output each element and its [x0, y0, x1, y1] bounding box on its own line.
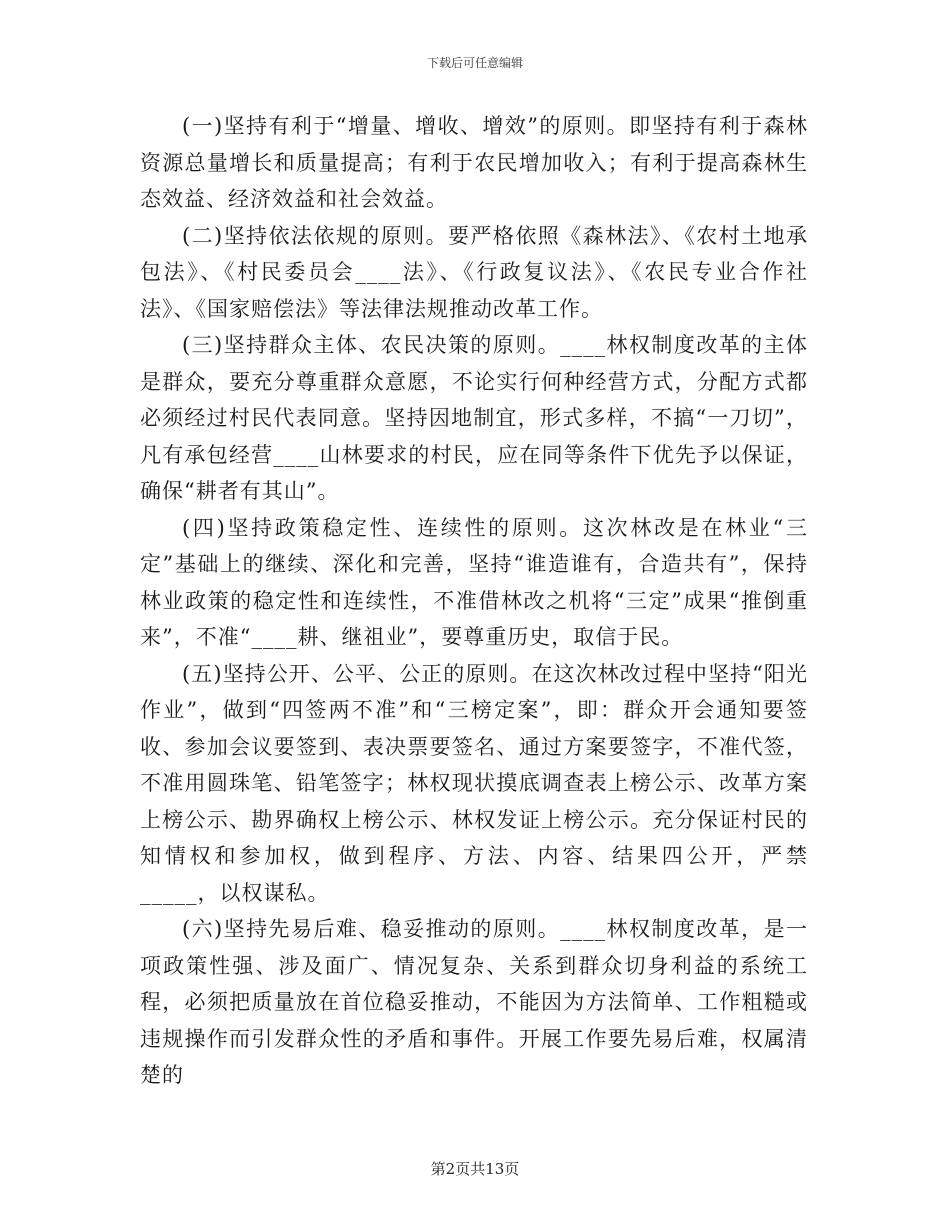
paragraph-principle-5: (五)坚持公开、公平、公正的原则。在这次林改过程中坚持“阳光作业”，做到“四签两不准”和“三榜定案”，即：群众开会通知要签收、参加会议要签到、表决票要签名、通过方案要签字，不准代签，不准用圆珠笔、铅笔签字；林权现状摸底调查表上榜公示、改革方案上榜公示、勘界确权上榜公示、林权发证上榜公示。充分保证村民的知情权和参加权，做到程序、方法、内容、结果四公开，严禁_____，以权谋私。	[140, 661, 808, 905]
paragraph-principle-4: (四)坚持政策稳定性、连续性的原则。这次林改是在林业“三定”基础上的继续、深化和完善，坚持“谁造谁有，合造共有”，保持林业政策的稳定性和连续性，不准借林改之机将“三定”成果“推倒重来”，不准“____耕、继祖业”，要尊重历史，取信于民。	[140, 515, 808, 649]
paragraph-principle-3: (三)坚持群众主体、农民决策的原则。____林权制度改革的主体是群众，要充分尊重群众意愿，不论实行何种经营方式，分配方式都必须经过村民代表同意。坚持因地制宜，形式多样，不搞“一刀切”，凡有承包经营____山林要求的村民，应在同等条件下优先予以保证，确保“耕者有其山”。	[140, 333, 808, 503]
paragraph-principle-2: (二)坚持依法依规的原则。要严格依照《森林法》、《农村土地承包法》、《村民委员会____法》、《行政复议法》、《农民专业合作社法》、《国家赔偿法》等法律法规推动改革工作。	[140, 223, 808, 321]
page-footer-number: 第2页共13页	[430, 1160, 520, 1178]
document-body	[140, 108, 808, 1094]
paragraph-principle-6: (六)坚持先易后难、稳妥推动的原则。____林权制度改革，是一项政策性强、涉及面广、情况复杂、关系到群众切身利益的系统工程，必须把质量放在首位稳妥推动，不能因为方法简单、工作粗糙或违规操作而引发群众性的矛盾和事件。开展工作要先易后难，权属清楚的	[140, 917, 808, 1087]
page-header-note: 下载后可任意编辑	[426, 56, 523, 70]
paragraph-principle-1: (一)坚持有利于“增量、增收、增效”的原则。即坚持有利于森林资源总量增长和质量提高；有利于农民增加收入；有利于提高森林生态效益、经济效益和社会效益。	[140, 114, 808, 211]
